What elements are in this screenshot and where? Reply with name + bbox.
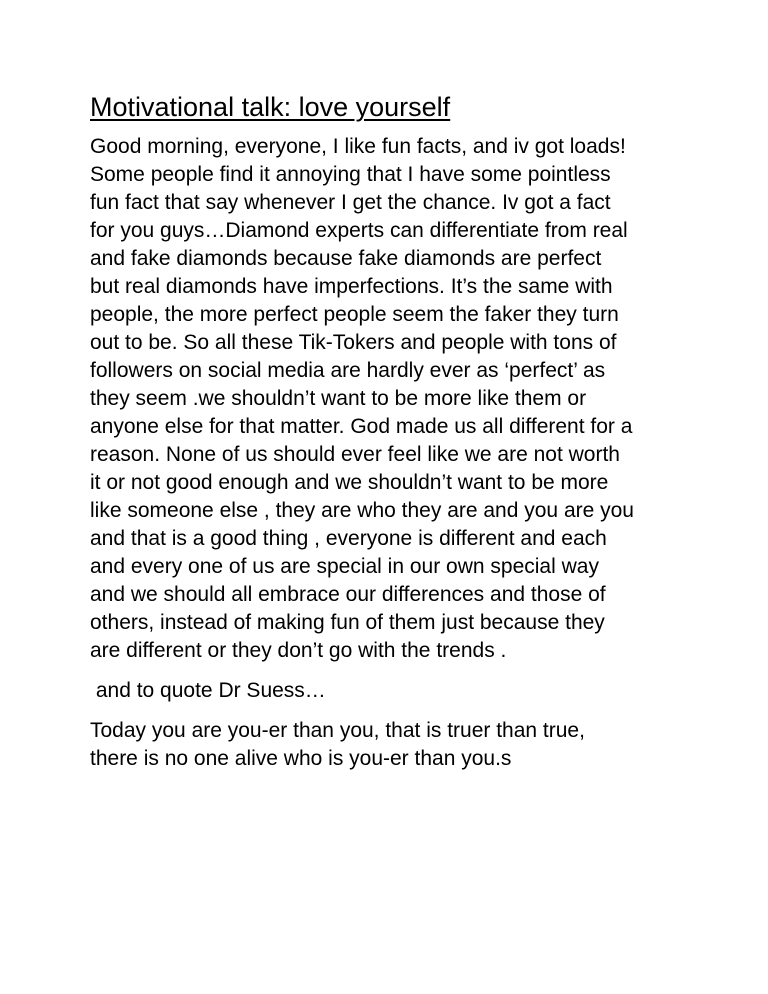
quote-paragraph: Today you are you-er than you, that is truer than true, there is no one alive who is you-er than you.s <box>90 719 585 770</box>
quote-intro-paragraph: and to quote Dr Suess… <box>90 679 326 702</box>
body-paragraph: Good morning, everyone, I like fun facts, and iv got loads! Some people find it annoying that I have some pointless fun fact that say whenever I get the chance. Iv got a fact for you guys…Diamond experts can differentiate from real and fake diamonds because fake diamonds are perfect but real diamonds have imperfections. It’s the same with people, the more perfect people seem the faker they turn out to be. So all these Tik-Tokers and people with tons of followers on social media are hardly ever as ‘perfect’ as they seem .we shouldn’t want to be more like them or anyone else for that matter. God made us all different for a reason. None of us should ever feel like we are not worth it or not good enough and we shouldn’t want to be more like someone else , they are who they are and you are you and that is a good thing , everyone is different and each and every one of us are special in our own special way and we should all embrace our differences and those of others, instead of making fun of them just because they are different or they don’t go with the trends . <box>90 135 634 662</box>
document-page <box>90 90 690 773</box>
document-title: Motivational talk: love yourself <box>90 92 451 122</box>
